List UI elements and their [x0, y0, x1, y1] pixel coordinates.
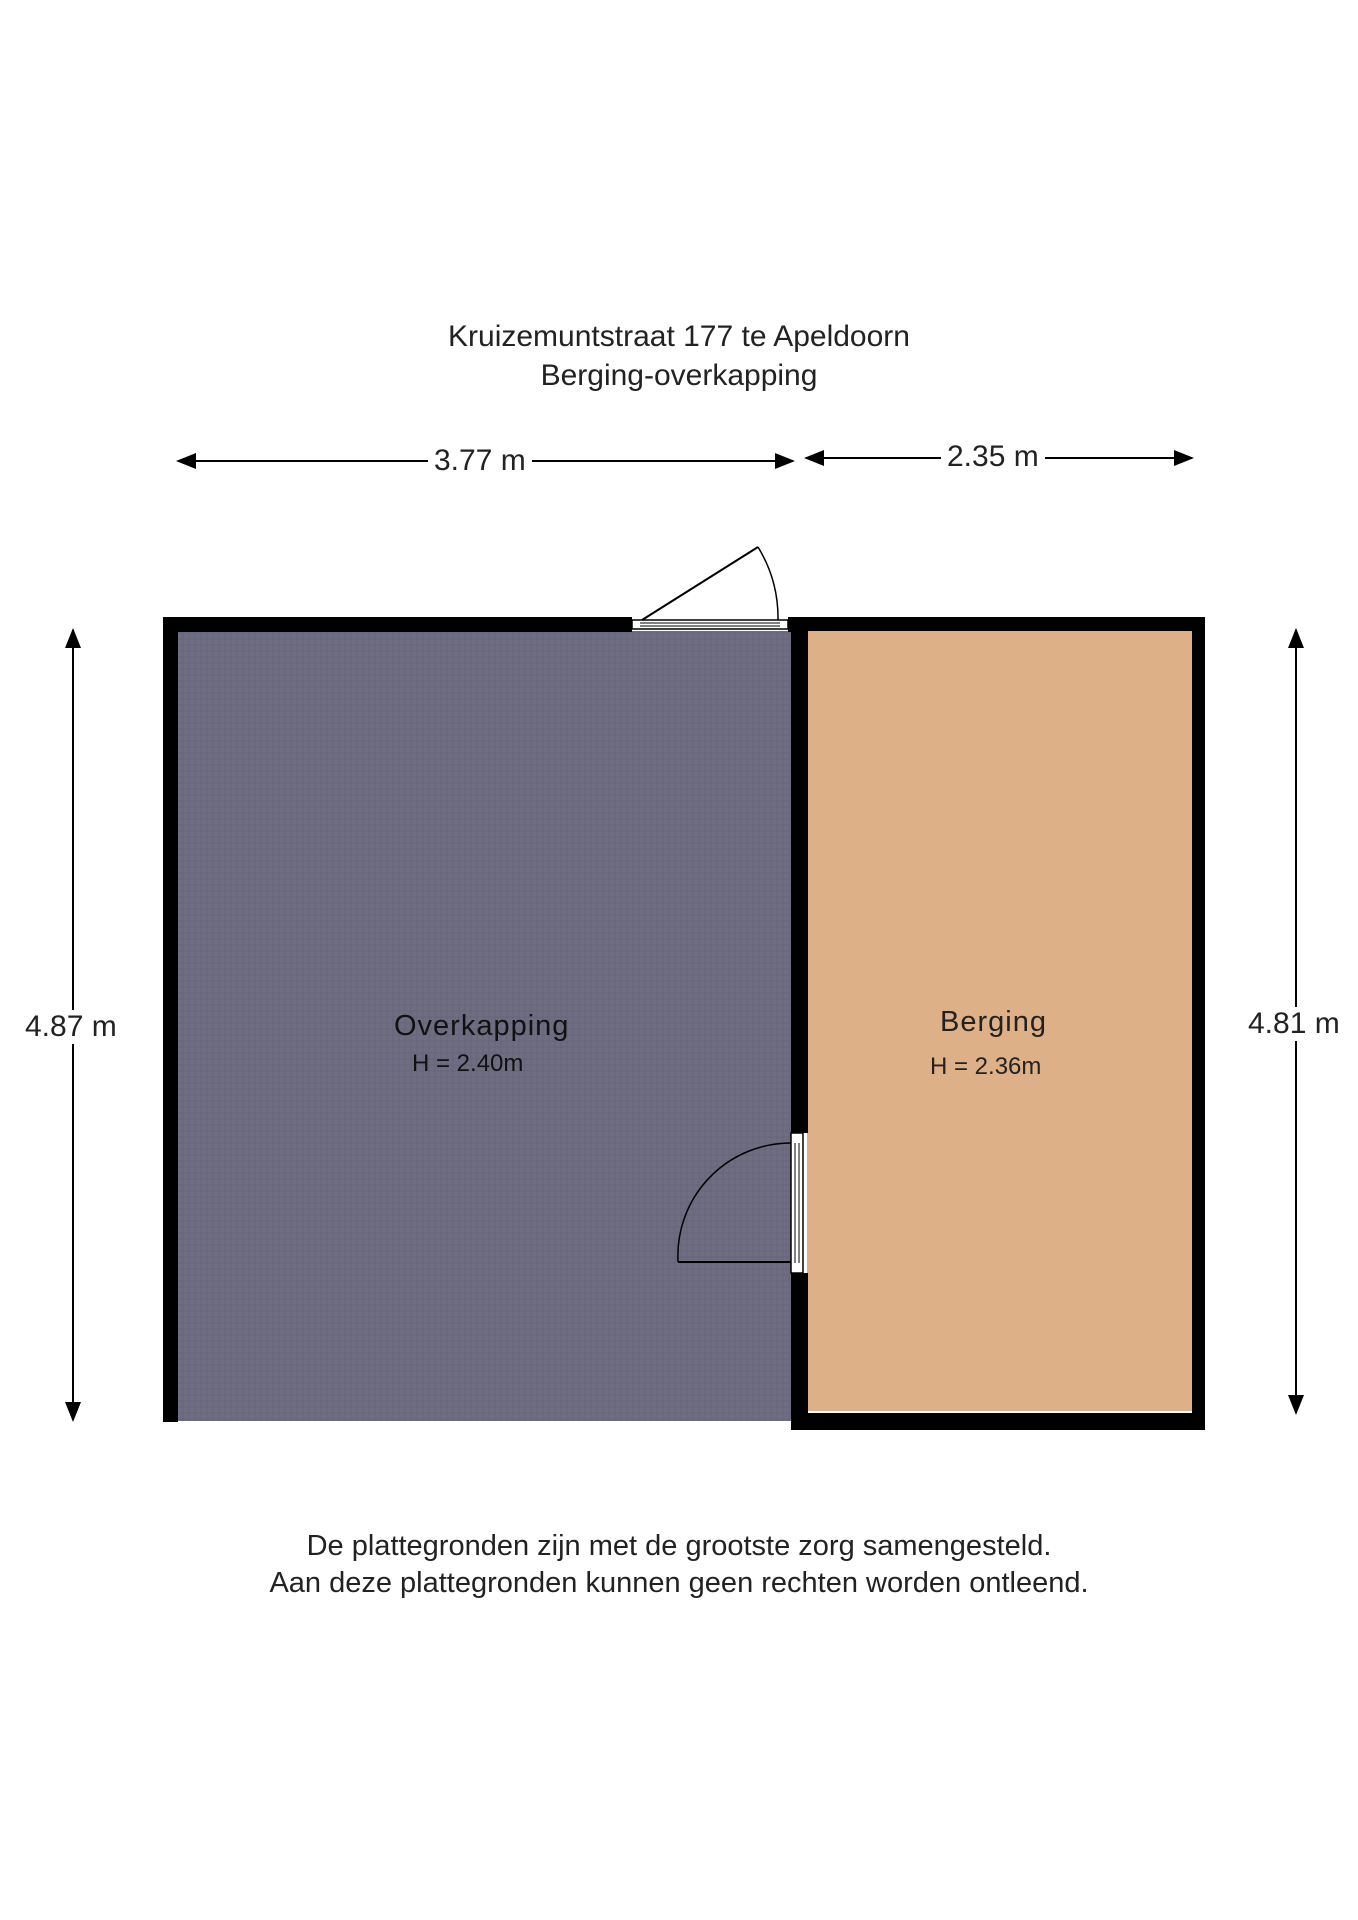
door-top: [632, 547, 788, 629]
plan-floor-name: Berging-overkapping: [540, 359, 818, 392]
plan-address: Kruizemuntstraat 177 te Apeldoorn: [448, 320, 910, 353]
room-berging-name: Berging: [940, 1006, 1047, 1038]
room-overkapping-name: Overkapping: [394, 1010, 570, 1042]
room-overkapping-height: H = 2.40m: [412, 1050, 524, 1077]
dimension-width-right: 2.35 m: [941, 440, 1045, 474]
room-berging-height: H = 2.36m: [930, 1053, 1042, 1080]
dimension-height-left: 4.87 m: [19, 1010, 123, 1044]
dimension-height-right: 4.81 m: [1242, 1007, 1346, 1041]
disclaimer-line-2: Aan deze plattegronden kunnen geen rechten worden ontleend.: [269, 1567, 1089, 1599]
disclaimer-line-1: De plattegronden zijn met de grootste zorg samengesteld.: [306, 1530, 1052, 1562]
dimension-width-left: 3.77 m: [428, 444, 532, 478]
